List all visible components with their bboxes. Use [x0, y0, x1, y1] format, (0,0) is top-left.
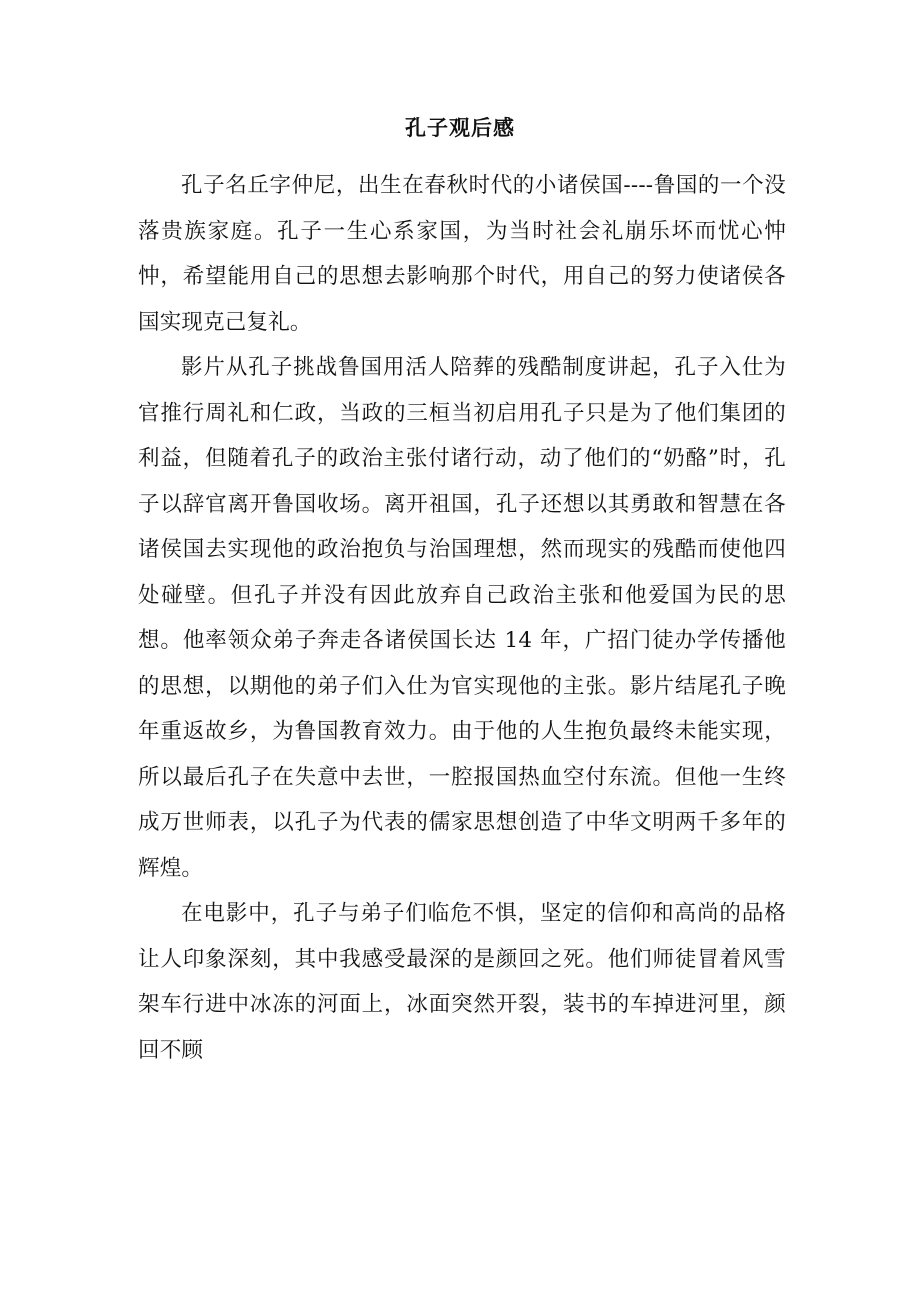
paragraph-plot: 影片从孔子挑战鲁国用活人陪葬的残酷制度讲起，孔子入仕为官推行周礼和仁政，当政的三桓当初启用孔子只是为了他们集团的利益，但随着孔子的政治主张付诸行动，动了他们的“奶酪”时，孔子以辞官离开鲁国收场。离开祖国，孔子还想以其勇敢和智慧在各诸侯国去实现他的政治抱负与治国理想，然而现实的残酷而使他四处碰壁。但孔子并没有因此放弃自己政治主张和他爱国为民的思想。他率领众弟子奔走各诸侯国长达 14 年，广招门徒办学传播他的思想，以期他的弟子们入仕为官实现他的主张。影片结尾孔子晚年重返故乡，为鲁国教育效力。由于他的人生抱负最终未能实现，所以最后孔子在失意中去世，一腔报国热血空付东流。但他一生终成万世师表，以孔子为代表的儒家思想创造了中华文明两千多年的辉煌。	[138, 355, 786, 881]
paragraph-reflection: 在电影中，孔子与弟子们临危不惧，坚定的信仰和高尚的品格让人印象深刻，其中我感受最深的是颜回之死。他们师徒冒着风雪架车行进中冰冻的河面上，冰面突然开裂，装书的车掉进河里，颜回不顾	[138, 901, 786, 1063]
paragraph-intro: 孔子名丘字仲尼，出生在春秋时代的小诸侯国----鲁国的一个没落贵族家庭。孔子一生心系家国，为当时社会礼崩乐坏而忧心忡忡，希望能用自己的思想去影响那个时代，用自己的努力使诸侯各国实现克己复礼。	[138, 173, 786, 335]
document-title: 孔子观后感	[405, 115, 515, 140]
document-body	[138, 163, 786, 1073]
